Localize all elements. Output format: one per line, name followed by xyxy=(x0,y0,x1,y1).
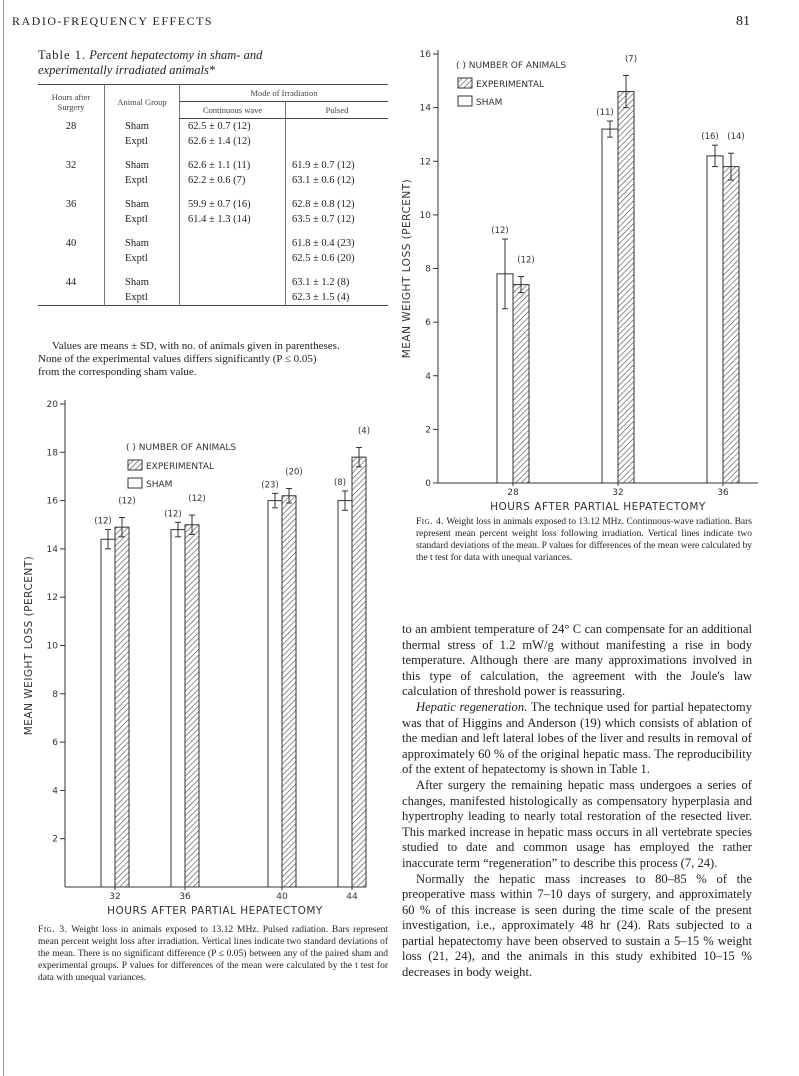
n-animals-label: (20) xyxy=(285,467,303,478)
x-tick-label: 28 xyxy=(507,488,519,498)
sham-bar xyxy=(602,129,618,483)
fig4-caption xyxy=(416,516,752,564)
experimental-bar xyxy=(282,496,296,887)
legend-label-sham: SHAM xyxy=(146,480,173,490)
col-pulsed: Pulsed xyxy=(286,102,388,119)
cell-pulsed xyxy=(286,119,388,135)
x-axis-label: HOURS AFTER PARTIAL HEPATECTOMY xyxy=(107,905,323,917)
body-paragraph-3: After surgery the remaining hepatic mass undergoes a series of changes, manifested histologically as compensatory hyperplasia and hypertrophy leading to nearly total restoration of the resected liver. This marked increase in hepatic mass occurs in all vertebrate species studied to date and common usage has employed the rather inaccurate term “regeneration” to describe this process (7, 24). xyxy=(402,777,752,870)
fig4-caption-text: Weight loss in animals exposed to 13.12 MHz. Continuous-wave radiation. Bars represent mean percent weight loss following irradiation. Vertical lines indicate two standard deviations of the mean. P values for differences of the mean were calculated by the t test for data with unequal variances. xyxy=(416,517,752,563)
experimental-bar xyxy=(115,527,129,887)
table-row xyxy=(38,173,388,188)
cell-group: Exptl xyxy=(105,134,180,149)
cell-continuous xyxy=(180,290,286,306)
x-tick-label: 36 xyxy=(717,488,729,498)
table-body xyxy=(38,119,388,306)
cell-group: Sham xyxy=(105,158,180,173)
table-note-line1: Values are means ± SD, with no. of animals given in parentheses. xyxy=(52,340,340,352)
n-animals-label: (12) xyxy=(118,496,136,507)
n-animals-label: (4) xyxy=(357,426,371,437)
sham-bar xyxy=(101,539,115,887)
cell-group: Sham xyxy=(105,119,180,135)
cell-hours: 40 xyxy=(65,238,77,249)
body-paragraph-2-text: The technique used for partial hepatectomy was that of Higgins and Anderson (19) which consists of ablation of the median and left lateral lobes of the liver and results in removal of approximately 60 % of the original hepatic mass. The reproducibility of the extent of hepatectomy is shown in Table 1. xyxy=(402,699,752,777)
col-hours: Hours after Surgery xyxy=(51,91,91,112)
y-tick-label: 8 xyxy=(425,264,431,275)
cell-hours xyxy=(38,251,105,266)
experimental-bar xyxy=(618,92,634,483)
running-head: RADIO-FREQUENCY EFFECTS xyxy=(12,14,214,28)
table-title-line2: experimentally irradiated animals* xyxy=(38,63,216,77)
cell-hours: 44 xyxy=(65,277,77,288)
x-tick-label: 44 xyxy=(346,892,358,902)
y-tick-label: 2 xyxy=(52,834,58,845)
n-animals-label: (8) xyxy=(333,477,347,488)
col-continuous: Continuous wave xyxy=(180,102,286,119)
legend-swatch-experimental xyxy=(458,78,472,88)
cell-continuous: 59.9 ± 0.7 (16) xyxy=(180,197,286,212)
table-row xyxy=(38,197,388,212)
cell-group: Sham xyxy=(105,197,180,212)
x-tick-label: 32 xyxy=(109,892,121,902)
legend-title: ( ) NUMBER OF ANIMALS xyxy=(456,61,567,71)
legend-title: ( ) NUMBER OF ANIMALS xyxy=(126,443,237,453)
cell-continuous xyxy=(180,236,286,251)
y-tick-label: 16 xyxy=(46,496,58,507)
legend-swatch-experimental xyxy=(128,460,142,470)
cell-pulsed: 63.1 ± 0.6 (12) xyxy=(286,173,388,188)
cell-group: Exptl xyxy=(105,290,180,306)
y-tick-label: 12 xyxy=(46,593,58,604)
cell-continuous xyxy=(180,251,286,266)
fig4-chart xyxy=(398,40,778,515)
cell-hours xyxy=(38,134,105,149)
n-animals-label: (7) xyxy=(624,54,638,65)
table-caption xyxy=(38,48,368,78)
y-tick-label: 16 xyxy=(419,50,431,60)
y-tick-label: 2 xyxy=(425,425,431,436)
cell-hours: 28 xyxy=(65,120,77,132)
cell-pulsed: 62.3 ± 1.5 (4) xyxy=(286,290,388,306)
n-animals-label: (12) xyxy=(94,516,112,527)
cell-continuous: 62.5 ± 0.7 (12) xyxy=(180,119,286,135)
n-animals-label: (12) xyxy=(517,255,535,266)
y-tick-label: 14 xyxy=(46,544,58,555)
cell-group: Sham xyxy=(105,236,180,251)
fig3-caption xyxy=(38,924,388,984)
cell-hours xyxy=(38,173,105,188)
table-note-line3: from the corresponding sham value. xyxy=(38,366,197,378)
cell-pulsed: 62.5 ± 0.6 (20) xyxy=(286,251,388,266)
experimental-bar xyxy=(352,457,366,887)
legend-label-sham: SHAM xyxy=(476,98,503,108)
x-tick-label: 36 xyxy=(179,892,191,902)
sham-bar xyxy=(338,501,352,887)
page-number: 81 xyxy=(736,14,750,29)
n-animals-label: (12) xyxy=(164,509,182,520)
table-row xyxy=(38,251,388,266)
cell-hours: 32 xyxy=(65,160,77,171)
table-label: Table 1. xyxy=(38,48,87,62)
legend-label-experimental: EXPERIMENTAL xyxy=(146,462,215,472)
y-tick-label: 6 xyxy=(425,318,431,329)
sham-bar xyxy=(171,530,185,887)
cell-pulsed: 61.9 ± 0.7 (12) xyxy=(286,158,388,173)
n-animals-label: (11) xyxy=(596,108,614,119)
cell-group: Exptl xyxy=(105,173,180,188)
experimental-bar xyxy=(185,525,199,887)
table-row xyxy=(38,134,388,149)
table-row xyxy=(38,119,388,135)
body-paragraph-1: to an ambient temperature of 24° C can compensate for an additional thermal stress of 1.2 mW/g without manifesting a rise in body temperature. Although there are many approximations involved in this type of calculation, the agreement with the Joule's law calculation of threshold power is reassuring. xyxy=(402,622,752,699)
n-animals-label: (23) xyxy=(261,480,279,491)
table-row xyxy=(38,158,388,173)
cell-pulsed: 61.8 ± 0.4 (23) xyxy=(286,236,388,251)
table-title-line1: Percent hepatectomy in sham- and xyxy=(89,48,263,62)
cell-group: Exptl xyxy=(105,212,180,227)
fig3-chart xyxy=(20,392,380,922)
y-tick-label: 12 xyxy=(419,157,431,168)
y-tick-label: 18 xyxy=(46,448,58,459)
body-paragraph-2 xyxy=(402,700,752,778)
table-row xyxy=(38,275,388,290)
col-group: Animal Group xyxy=(105,85,180,119)
y-tick-label: 8 xyxy=(52,689,58,700)
legend-swatch-sham xyxy=(128,478,142,488)
cell-pulsed: 62.8 ± 0.8 (12) xyxy=(286,197,388,212)
n-animals-label: (12) xyxy=(188,494,206,505)
y-tick-label: 14 xyxy=(419,103,431,114)
legend-swatch-sham xyxy=(458,96,472,106)
fig3-caption-label: Fig. 3. xyxy=(38,925,68,935)
table-note-line2: None of the experimental values differs significantly (P ≤ 0.05) xyxy=(38,353,317,365)
n-animals-label: (14) xyxy=(727,132,745,143)
hepatectomy-table xyxy=(38,84,388,306)
cell-pulsed xyxy=(286,134,388,149)
y-tick-label: 10 xyxy=(46,641,58,652)
table-row xyxy=(38,236,388,251)
cell-continuous: 62.2 ± 0.6 (7) xyxy=(180,173,286,188)
page-edge-line xyxy=(3,0,4,1076)
cell-group: Exptl xyxy=(105,251,180,266)
experimental-bar xyxy=(513,285,529,483)
cell-hours xyxy=(38,290,105,306)
y-tick-label: 20 xyxy=(46,400,58,410)
n-animals-label: (12) xyxy=(491,226,509,237)
col-mode: Mode of Irradiation xyxy=(180,85,389,102)
y-axis-label: MEAN WEIGHT LOSS (PERCENT) xyxy=(401,178,413,359)
cell-pulsed: 63.5 ± 0.7 (12) xyxy=(286,212,388,227)
sham-bar xyxy=(707,156,723,483)
cell-continuous xyxy=(180,275,286,290)
cell-continuous: 62.6 ± 1.4 (12) xyxy=(180,134,286,149)
cell-hours xyxy=(38,212,105,227)
section-heading-hepatic-regeneration: Hepatic regeneration. xyxy=(416,699,528,714)
fig3-caption-text: Weight loss in animals exposed to 13.12 MHz. Pulsed radiation. Bars represent mean percent weight loss after irradiation. Vertical lines indicate two standard deviations of the mean. There is no significant difference (P ≤ 0.05) between any of the paired sham and experimental groups. P values for differences of the mean were calculated by the t test for data with unequal variances. xyxy=(38,925,388,983)
x-tick-label: 40 xyxy=(276,892,288,902)
cell-continuous: 62.6 ± 1.1 (11) xyxy=(180,158,286,173)
sham-bar xyxy=(268,501,282,887)
table-row xyxy=(38,212,388,227)
cell-hours: 36 xyxy=(65,199,77,210)
y-tick-label: 4 xyxy=(52,786,58,797)
cell-group: Sham xyxy=(105,275,180,290)
fig4-caption-label: Fig. 4. xyxy=(416,517,445,527)
y-tick-label: 10 xyxy=(419,210,431,221)
table-row xyxy=(38,290,388,306)
y-tick-label: 0 xyxy=(425,479,431,489)
table-note xyxy=(38,340,390,379)
body-text xyxy=(402,622,752,981)
y-tick-label: 4 xyxy=(425,371,431,382)
legend-label-experimental: EXPERIMENTAL xyxy=(476,80,545,90)
cell-continuous: 61.4 ± 1.3 (14) xyxy=(180,212,286,227)
n-animals-label: (16) xyxy=(701,132,719,143)
experimental-bar xyxy=(723,167,739,483)
y-tick-label: 6 xyxy=(52,738,58,749)
x-tick-label: 32 xyxy=(612,488,624,498)
cell-pulsed: 63.1 ± 1.2 (8) xyxy=(286,275,388,290)
x-axis-label: HOURS AFTER PARTIAL HEPATECTOMY xyxy=(490,501,706,513)
body-paragraph-4: Normally the hepatic mass increases to 80–85 % of the preoperative mass within 7–10 days of surgery, and approximately 60 % of this increase is seen during the time scale of the present investigation, i.e., approximately 48 hr (24). Rats subjected to a partial hepatectomy have been observed to sustain a 5–15 % weight loss (21, 24), and the animals in this study exhibited 10–15 % decreases in body weight. xyxy=(402,871,752,980)
y-axis-label: MEAN WEIGHT LOSS (PERCENT) xyxy=(23,555,35,736)
